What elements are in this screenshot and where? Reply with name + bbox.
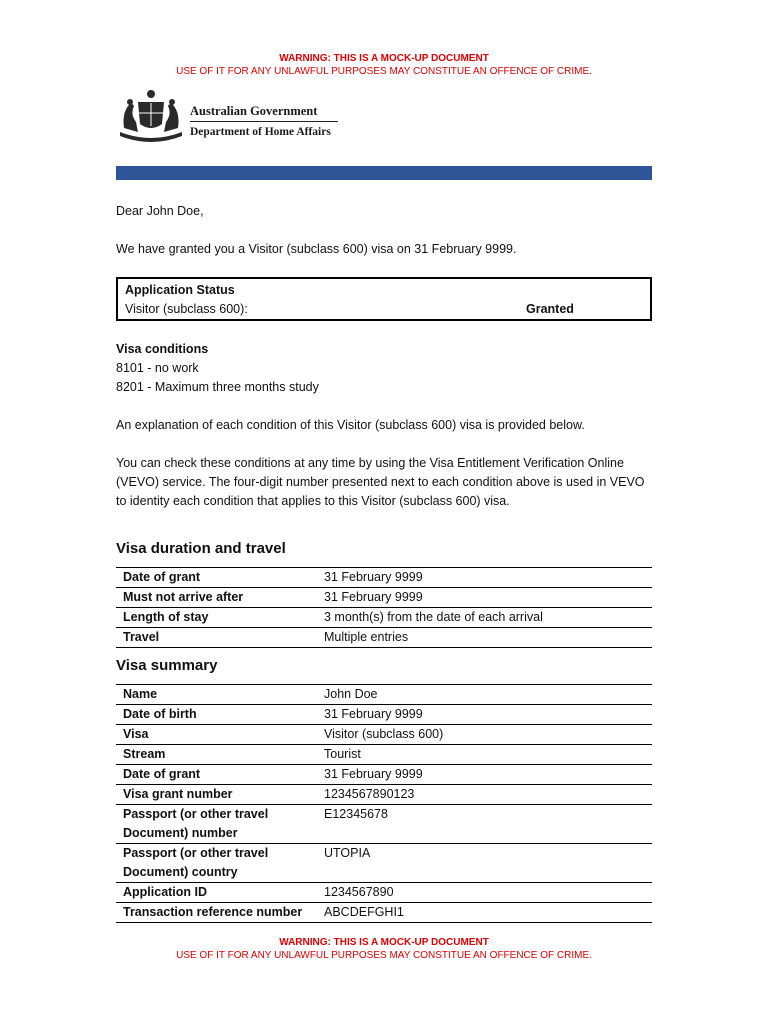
table-row <box>116 685 652 705</box>
summary-section-title: Visa summary <box>116 657 218 674</box>
department-name: Department of Home Affairs <box>190 126 331 138</box>
header-bar <box>116 166 652 180</box>
table-row <box>116 765 652 785</box>
agency-logo <box>116 88 356 146</box>
warning-title: WARNING: THIS IS A MOCK-UP DOCUMENT <box>279 937 489 948</box>
row-value: 31 February 9999 <box>317 588 652 608</box>
row-label: Date of grant <box>116 568 317 588</box>
row-label: Passport (or other travel Document) country <box>116 844 317 883</box>
summary-table <box>116 684 652 923</box>
agency-name <box>190 104 338 139</box>
row-value: UTOPIA <box>317 844 652 883</box>
condition-item: 8101 - no work <box>116 361 199 375</box>
row-value: 1234567890123 <box>317 785 652 805</box>
duration-table <box>116 567 652 648</box>
conditions-explanation: An explanation of each condition of this Visitor (subclass 600) visa is provided below. <box>116 418 585 432</box>
row-value: Visitor (subclass 600) <box>317 725 652 745</box>
row-label: Visa grant number <box>116 785 317 805</box>
greeting: Dear John Doe, <box>116 204 204 218</box>
row-value: John Doe <box>317 685 652 705</box>
table-row <box>116 608 652 628</box>
warning-text: USE OF IT FOR ANY UNLAWFUL PURPOSES MAY CONSTITUE AN OFFENCE OF CRIME. <box>176 66 592 77</box>
row-value: 3 month(s) from the date of each arrival <box>317 608 652 628</box>
row-label: Application ID <box>116 883 317 903</box>
row-value: 31 February 9999 <box>317 705 652 725</box>
table-row <box>116 745 652 765</box>
row-label: Travel <box>116 628 317 648</box>
row-value: 31 February 9999 <box>317 765 652 785</box>
conditions-heading: Visa conditions <box>116 342 209 356</box>
table-row <box>116 568 652 588</box>
table-row <box>116 725 652 745</box>
table-row <box>116 705 652 725</box>
row-label: Transaction reference number <box>116 903 317 923</box>
warning-text: USE OF IT FOR ANY UNLAWFUL PURPOSES MAY CONSTITUE AN OFFENCE OF CRIME. <box>176 950 592 961</box>
condition-item: 8201 - Maximum three months study <box>116 380 319 394</box>
row-label: Name <box>116 685 317 705</box>
table-row <box>116 844 652 883</box>
vevo-paragraph: You can check these conditions at any time by using the Visa Entitlement Verification Online (VEVO) service. The four-digit number presented next to each condition above is used in VEVO to identity each condition that applies to this Visitor (subclass 600) visa. <box>116 456 645 508</box>
status-value: Granted <box>526 302 574 316</box>
application-status-box <box>116 277 652 321</box>
table-row <box>116 588 652 608</box>
row-label: Must not arrive after <box>116 588 317 608</box>
row-label: Visa <box>116 725 317 745</box>
visa-conditions <box>116 340 319 397</box>
row-label: Date of grant <box>116 765 317 785</box>
row-value: Tourist <box>317 745 652 765</box>
row-value: 31 February 9999 <box>317 568 652 588</box>
logo-divider <box>190 121 338 122</box>
row-value: ABCDEFGHI1 <box>317 903 652 923</box>
table-row <box>116 903 652 923</box>
warning-header <box>0 52 768 78</box>
row-label: Date of birth <box>116 705 317 725</box>
row-label: Length of stay <box>116 608 317 628</box>
warning-footer <box>0 936 768 962</box>
grant-statement: We have granted you a Visitor (subclass 600) visa on 31 February 9999. <box>116 242 517 256</box>
row-value: E12345678 <box>317 805 652 844</box>
status-heading: Application Status <box>125 283 235 297</box>
row-label: Passport (or other travel Document) number <box>116 805 317 844</box>
warning-title: WARNING: THIS IS A MOCK-UP DOCUMENT <box>279 53 489 64</box>
coat-of-arms-icon <box>116 88 186 146</box>
government-name: Australian Government <box>190 104 318 118</box>
table-row <box>116 805 652 844</box>
row-value: Multiple entries <box>317 628 652 648</box>
duration-section-title: Visa duration and travel <box>116 540 286 557</box>
status-label: Visitor (subclass 600): <box>125 302 248 316</box>
table-row <box>116 628 652 648</box>
row-label: Stream <box>116 745 317 765</box>
table-row <box>116 883 652 903</box>
row-value: 1234567890 <box>317 883 652 903</box>
table-row <box>116 785 652 805</box>
